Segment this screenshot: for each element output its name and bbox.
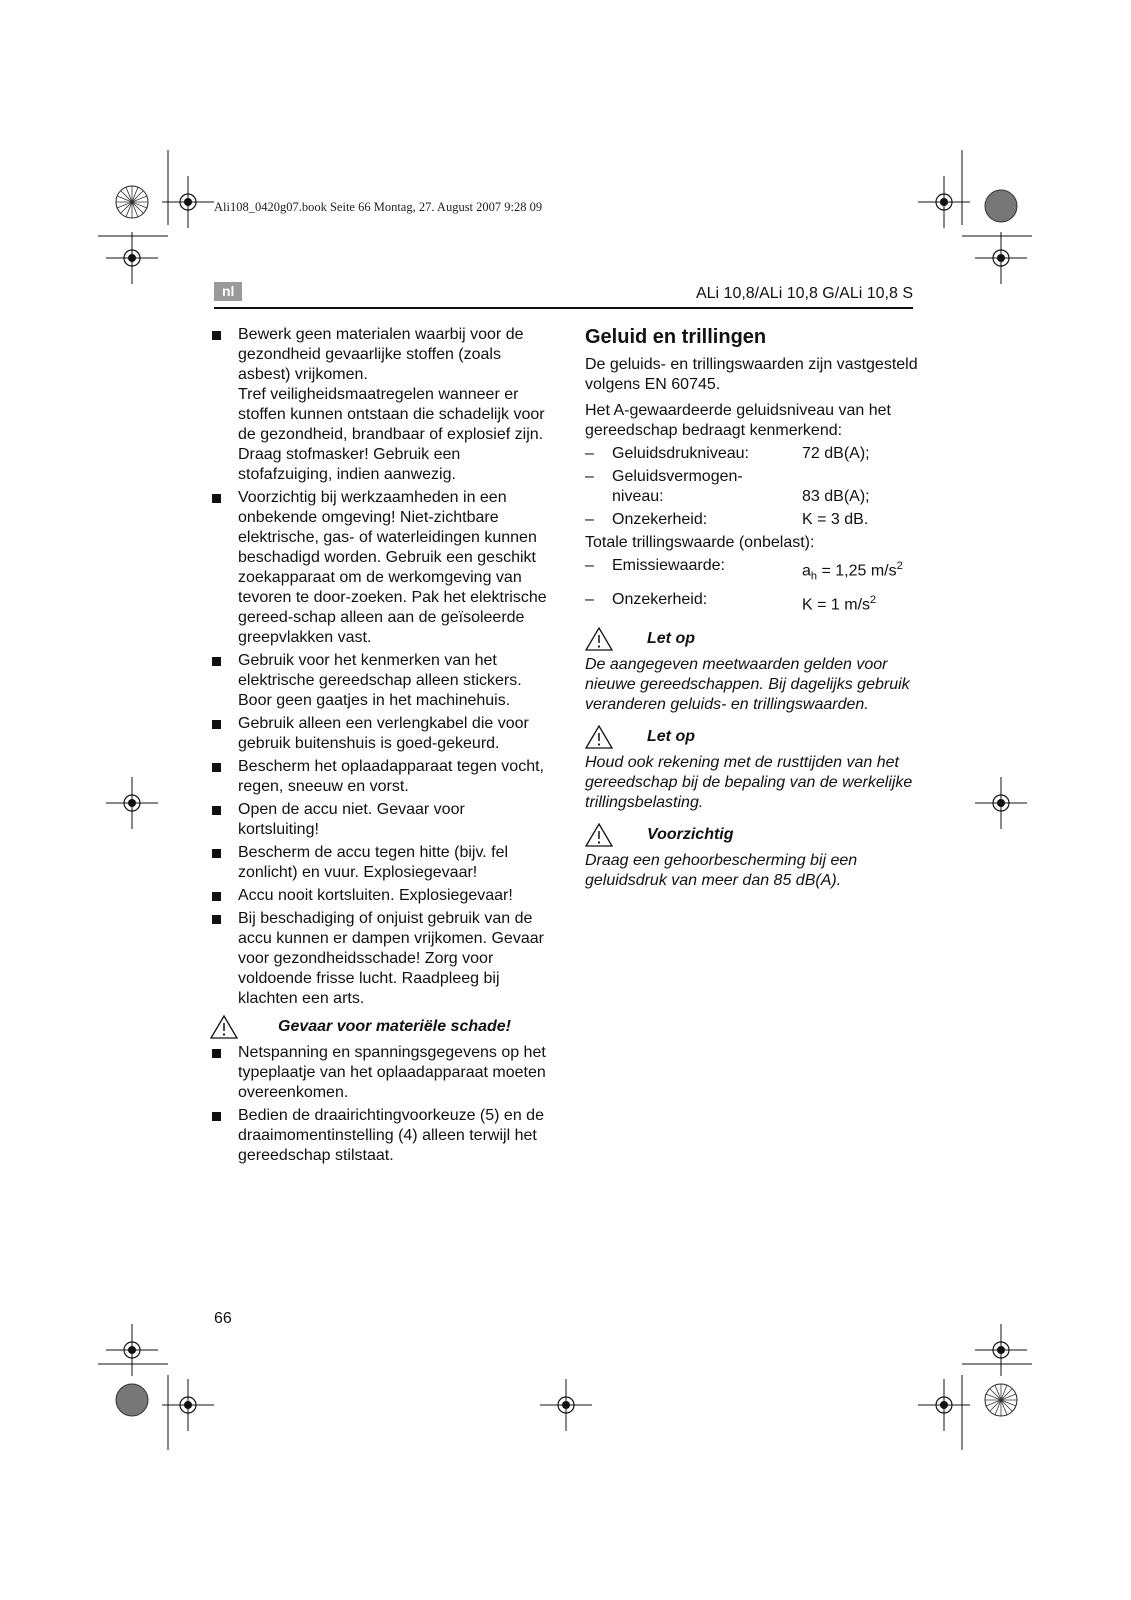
list-item: Gebruik alleen een verlengkabel die voor gebruik buitenshuis is goed-gekeurd. bbox=[210, 714, 550, 754]
damage-list bbox=[210, 1043, 550, 1166]
crop-mark-icon bbox=[162, 176, 214, 228]
gray-dot-icon bbox=[116, 1384, 148, 1416]
note-label: Let op bbox=[647, 727, 695, 745]
crop-mark-icon bbox=[540, 1379, 592, 1431]
bullet-square-icon bbox=[212, 915, 221, 924]
list-item: Bedien de draairichtingvoorkeuze (5) en de draaimomentinstelling (4) alleen terwijl het gereedschap stilstaat. bbox=[210, 1106, 550, 1166]
header-rule bbox=[214, 307, 913, 309]
vibration-intro: Totale trillingswaarde (onbelast): bbox=[585, 534, 815, 551]
vibration-row: – Emissiewaarde: $a_h = 1,25$ $m/s^2$ bbox=[585, 557, 903, 583]
list-item: Accu nooit kortsluiten. Explosiegevaar! bbox=[210, 886, 550, 906]
warning-triangle-icon bbox=[210, 1015, 238, 1039]
list-item: Bescherm het oplaadapparaat tegen vocht, regen, sneeuw en vorst. bbox=[210, 757, 550, 797]
list-item: Voorzichtig bij werkzaamheden in een onbekende omgeving! Niet-zichtbare elektrische, gas- of waterleidingen kunnen beschadigd worden. Gebruik een geschikt zoekapparaat om de werkomgeving van tevoren te door-zoeken. Pak het elektrische gereed-schap alleen aan de geïsoleerde greepvlakken vast. bbox=[210, 488, 550, 648]
model-title: ALi 10,8/ALi 10,8 G/ALi 10,8 S bbox=[695, 285, 913, 302]
bullet-square-icon bbox=[212, 892, 221, 901]
noise-row: – Geluidsvermogen- bbox=[585, 468, 743, 485]
crop-mark-icon bbox=[162, 1379, 214, 1431]
crop-mark-icon bbox=[106, 232, 158, 284]
crop-mark-icon bbox=[106, 1324, 158, 1376]
warning-triangle-icon bbox=[585, 725, 613, 749]
safety-list bbox=[210, 325, 550, 1009]
crop-mark-icon bbox=[975, 777, 1027, 829]
bullet-square-icon bbox=[212, 849, 221, 858]
list-item: Bij beschadiging of onjuist gebruik van de accu kunnen er dampen vrijkomen. Gevaar voor gezondheidsschade! Zorg voor voldoende frisse lucht. Raadpleeg bij klachten een arts. bbox=[210, 909, 550, 1009]
bullet-square-icon bbox=[212, 806, 221, 815]
language-tag: nl bbox=[214, 282, 242, 301]
note-text: Houd ook rekening met de rusttijden van het gereedschap bij de bepaling van de werkelijke trillingsbelasting. bbox=[585, 753, 913, 811]
bullet-square-icon bbox=[212, 331, 221, 340]
warning-label: Gevaar voor materiële schade! bbox=[278, 1018, 512, 1035]
noise-row: niveau: 83 dB(A); bbox=[612, 488, 870, 505]
bullet-square-icon bbox=[212, 720, 221, 729]
bullet-square-icon bbox=[212, 657, 221, 666]
note-heading bbox=[585, 627, 920, 651]
crop-mark-icon bbox=[975, 232, 1027, 284]
print-info: Ali108_0420g07.book Seite 66 Montag, 27. August 2007 9:28 09 bbox=[214, 200, 543, 214]
caution-text: Draag een gehoorbescherming bij een geluidsdruk van meer dan 85 dB(A). bbox=[585, 851, 858, 889]
caution-label: Voorzichtig bbox=[647, 825, 734, 843]
crop-mark-icon bbox=[975, 1324, 1027, 1376]
list-item: Bescherm de accu tegen hitte (bijv. fel zonlicht) en vuur. Explosiegevaar! bbox=[210, 843, 550, 883]
warning-triangle-icon bbox=[585, 627, 613, 651]
left-column bbox=[210, 325, 550, 1169]
noise-intro: Het A-gewaardeerde geluidsniveau van het gereedschap bedraagt kenmerkend: bbox=[585, 402, 891, 439]
warning-heading bbox=[210, 1015, 550, 1039]
intro-text: De geluids- en trillingswaarden zijn vastgesteld volgens EN 60745. bbox=[585, 356, 918, 393]
list-item: Gebruik voor het kenmerken van het elektrische gereedschap alleen stickers. Boor geen gaatjes in het machinehuis. bbox=[210, 651, 550, 711]
crop-mark-icon bbox=[106, 777, 158, 829]
page-number: 66 bbox=[214, 1310, 232, 1327]
list-item: Open de accu niet. Gevaar voor kortsluiting! bbox=[210, 800, 550, 840]
right-column bbox=[585, 325, 920, 897]
bullet-square-icon bbox=[212, 763, 221, 772]
vibration-row: – Onzekerheid: K = 1 $m/s^2$ bbox=[585, 590, 877, 613]
section-heading: Geluid en trillingen bbox=[585, 326, 767, 348]
bullet-square-icon bbox=[212, 494, 221, 503]
note-label: Let op bbox=[647, 629, 695, 647]
noise-row: – Onzekerheid: K = 3 dB. bbox=[585, 511, 869, 528]
bullet-square-icon bbox=[212, 1112, 221, 1121]
caution-heading bbox=[585, 823, 920, 847]
note-heading bbox=[585, 725, 920, 749]
list-item: Netspanning en spanningsgegevens op het typeplaatje van het oplaadapparaat moeten overeenkomen. bbox=[210, 1043, 550, 1103]
list-item: Bewerk geen materialen waarbij voor de gezondheid gevaarlijke stoffen (zoals asbest) vrijkomen. Tref veiligheidsmaatregelen wanneer er stoffen kunnen ontstaan die schadelijk voor de gezondheid, brandbaar of explosief zijn. Draag stofmasker! Gebruik een stofafzuiging, indien aanwezig. bbox=[210, 325, 550, 485]
bullet-square-icon bbox=[212, 1049, 221, 1058]
star-wheel-icon bbox=[116, 186, 148, 218]
noise-row: – Geluidsdrukniveau: 72 dB(A); bbox=[585, 445, 870, 462]
star-wheel-icon bbox=[985, 1384, 1017, 1416]
gray-dot-icon bbox=[985, 190, 1017, 222]
warning-triangle-icon bbox=[585, 823, 613, 847]
note-text: De aangegeven meetwaarden gelden voor nieuwe gereedschappen. Bij dagelijks gebruik veranderen geluids- en trillingswaarden. bbox=[585, 655, 910, 713]
